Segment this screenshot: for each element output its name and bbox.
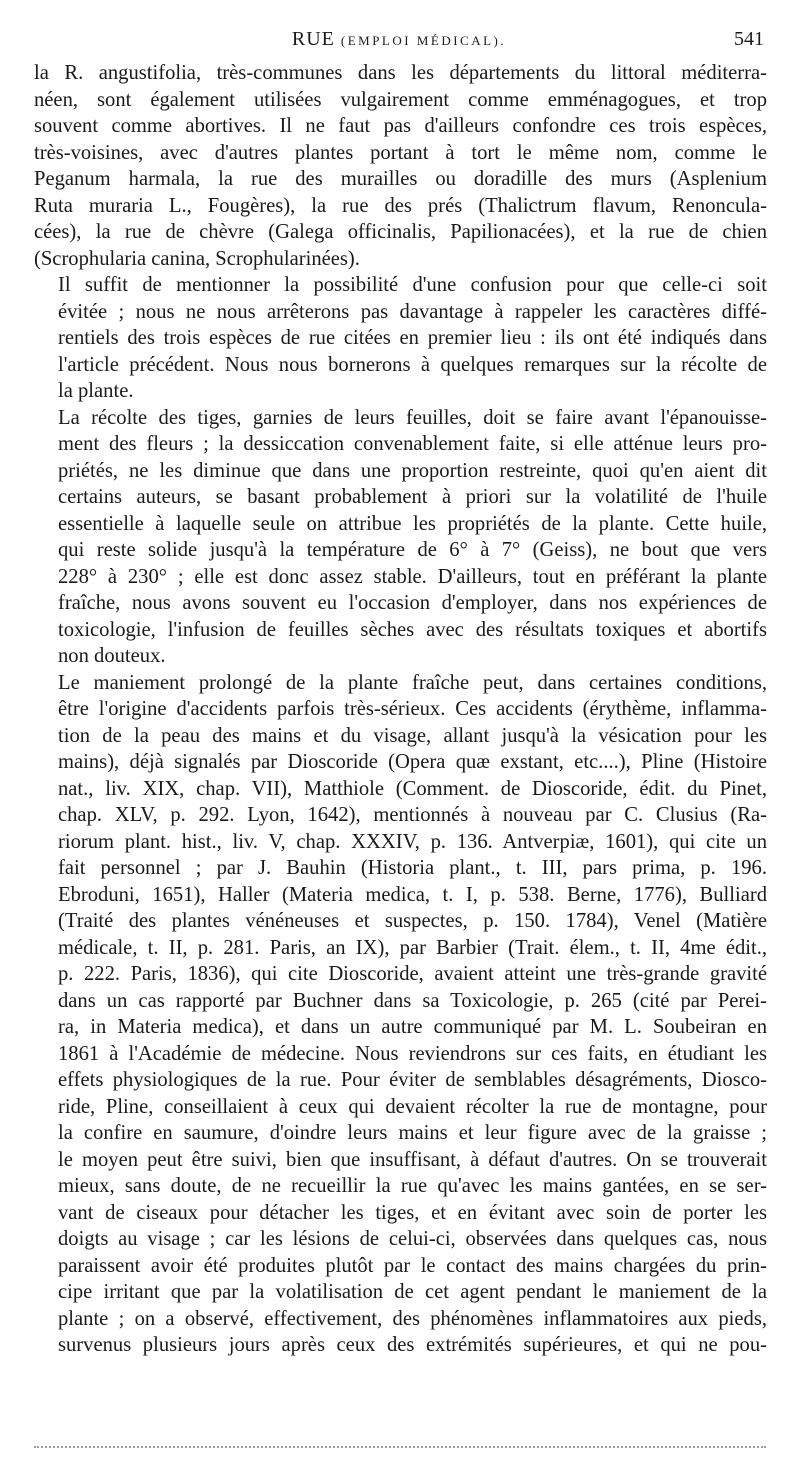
text-line: souvent comme abortives. Il ne faut pas d'ailleurs confondre ces trois espèces, <box>34 115 767 137</box>
text-line: la plante. <box>58 380 134 402</box>
running-title-main: RUE <box>291 28 335 50</box>
page-number: 541 <box>734 28 764 50</box>
text-line: ride, Pline, conseillaient à ceux qui devaient récolter la rue de montagne, pour <box>58 1095 767 1118</box>
text-line: paraissent avoir été produites plutôt par le contact des mains chargées du prin- <box>58 1254 767 1277</box>
text-line: effets physiologiques de la rue. Pour éviter de semblables désagréments, Diosco- <box>58 1069 767 1091</box>
text-line: 1861 à l'Académie de médecine. Nous reviendrons sur ces faits, en étudiant les <box>58 1042 767 1065</box>
running-header <box>34 26 764 56</box>
text-line: tion de la peau des mains et du visage, allant jusqu'à la vésication pour les <box>58 724 767 747</box>
text-line: cipe irritant que par la volatilisation de cet agent pendant le maniement de la <box>58 1281 767 1303</box>
text-line: néen, sont également utilisées vulgairement comme emménagogues, et trop <box>34 88 767 111</box>
paragraph <box>34 405 767 670</box>
paragraph <box>34 60 767 272</box>
text-line: être l'origine d'accidents parfois très-sérieux. Ces accidents (érythème, inflamma- <box>58 698 767 720</box>
paragraph <box>34 272 767 405</box>
text-line: Peganum harmala, la rue des murailles ou doradille des murs (Asplenium <box>34 168 767 190</box>
text-line: p. 222. Paris, 1836), qui cite Dioscoride, avaient atteint une très-grande gravité <box>58 963 767 985</box>
text-line: doigts au visage ; car les lésions de celui-ci, observées dans quelques cas, nous <box>58 1228 767 1250</box>
text-line: mieux, sans doute, de ne recueillir la rue qu'avec les mains gantées, en se ser- <box>58 1175 767 1197</box>
text-line: 228° à 230° ; elle est donc assez stable. D'ailleurs, tout en préférant la plante <box>58 565 767 588</box>
text-line: non douteux. <box>58 645 166 667</box>
text-line: certains auteurs, se basant probablement à priori sur la volatilité de l'huile <box>58 486 767 508</box>
text-line: La récolte des tiges, garnies de leurs feuilles, doit se faire avant l'épanouisse- <box>58 406 767 429</box>
text-line: fait personnel ; par J. Bauhin (Historia plant., t. III, pars prima, p. 196. <box>58 857 767 879</box>
running-title-sub: (EMPLOI MÉDICAL). <box>340 33 507 48</box>
text-line: cées), la rue de chèvre (Galega officinalis, Papilionacées), et la rue de chien <box>34 221 767 243</box>
text-line: ment des fleurs ; la dessiccation convenablement faite, si elle atténue leurs pro- <box>58 433 767 455</box>
text-line: Le maniement prolongé de la plante fraîche peut, dans certaines conditions, <box>58 671 767 694</box>
body-text <box>34 60 767 1359</box>
text-line: (Scrophularia canina, Scrophularinées). <box>34 247 360 270</box>
text-line: nat., liv. XIX, chap. VII), Matthiole (Comment. de Dioscoride, édit. du Pinet, <box>58 777 767 800</box>
text-line: vant de ciseaux pour détacher les tiges, et en évitant avec soin de porter les <box>58 1201 767 1224</box>
text-line: chap. XLV, p. 292. Lyon, 1642), mentionnés à nouveau par C. Clusius (Ra- <box>58 804 767 826</box>
text-line: mains), déjà signalés par Dioscoride (Opera quæ exstant, etc....), Pline (Histoire <box>58 751 767 773</box>
text-line: (Traité des plantes vénéneuses et suspectes, p. 150. 1784), Venel (Matière <box>58 910 767 932</box>
text-line: survenus plusieurs jours après ceux des extrémités supérieures, et qui ne pou- <box>58 1334 767 1356</box>
text-line: fraîche, nous avons souvent eu l'occasion d'employer, dans nos expériences de <box>58 592 767 614</box>
text-line: évitée ; nous ne nous arrêterons pas davantage à rappeler les caractères diffé- <box>58 300 767 323</box>
text-line: la confire en saumure, d'oindre leurs mains et leur figure avec de la graisse ; <box>58 1122 767 1144</box>
text-line: très-voisines, avec d'autres plantes portant à tort le même nom, comme le <box>34 141 767 164</box>
text-line: riorum plant. hist., liv. V, chap. XXXIV, p. 136. Antverpiæ, 1601), qui cite un <box>58 830 767 853</box>
text-line: médicale, t. II, p. 281. Paris, an IX), par Barbier (Trait. élem., t. II, 4me édit., <box>58 936 767 959</box>
running-title <box>34 28 764 51</box>
text-line: Ruta muraria L., Fougères), la rue des prés (Thalictrum flavum, Renoncula- <box>34 194 767 217</box>
text-line: le moyen peut être suivi, bien que insuffisant, à défaut d'autres. On se trouverait <box>58 1148 767 1171</box>
text-line: ra, in Materia medica), et dans un autre communiqué par M. L. Soubeiran en <box>58 1016 767 1038</box>
text-line: plante ; on a observé, effectivement, des phénomènes inflammatoires aux pieds, <box>58 1307 767 1330</box>
text-line: Ebroduni, 1651), Haller (Materia medica, t. I, p. 538. Berne, 1776), Bulliard <box>58 883 767 906</box>
text-line: essentielle à laquelle seule on attribue les propriétés de la plante. Cette huile, <box>58 512 767 535</box>
text-line: Il suffit de mentionner la possibilité d'une confusion pour que celle-ci soit <box>58 274 767 296</box>
text-line: la R. angustifolia, très-communes dans les départements du littoral méditerra- <box>34 62 767 84</box>
footer-dotted-rule <box>34 1446 766 1448</box>
text-line: rentiels des trois espèces de rue citées en premier lieu : ils ont été indiqués dans <box>58 327 767 349</box>
text-line: dans un cas rapporté par Buchner dans sa Toxicologie, p. 265 (cité par Perei- <box>58 989 767 1012</box>
paragraph <box>34 670 767 1359</box>
text-line: l'article précédent. Nous nous bornerons à quelques remarques sur la récolte de <box>58 353 767 376</box>
text-line: priétés, ne les diminue que dans une proportion restreinte, quoi qu'en aient dit <box>58 459 767 482</box>
text-line: qui reste solide jusqu'à la température de 6° à 7° (Geiss), ne bout que vers <box>58 539 767 561</box>
text-line: toxicologie, l'infusion de feuilles sèches avec des résultats toxiques et abortifs <box>58 618 767 641</box>
